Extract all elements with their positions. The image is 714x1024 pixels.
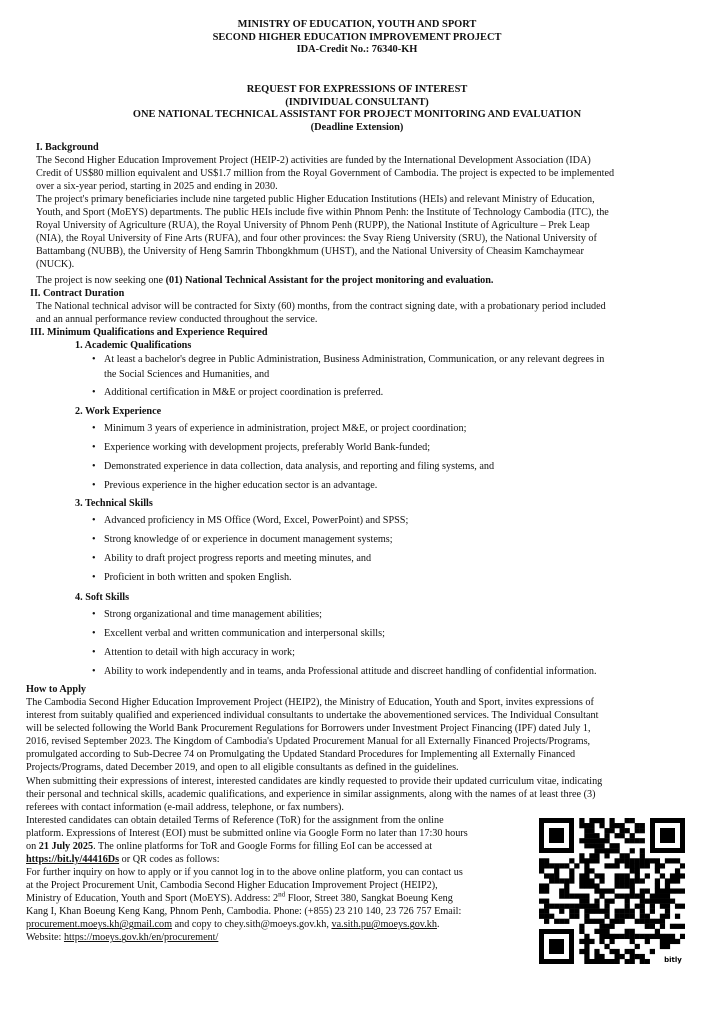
list-item-text: Minimum 3 years of experience in administration, project M&E, or project coordination; [104, 423, 467, 434]
list-item-text: At least a bachelor's degree in Public Administration, Business Administration, Communication, or any relevant degrees in [104, 354, 605, 365]
text-line: The project's primary beneficiaries include nine targeted public Higher Education Institutions (HEIs) and relevant Ministry of Education, [36, 194, 595, 205]
text-line: Youth, and Sport (MoEYS) departments. The public HEIs include five within Phnom Penh: the Institute of Technology Cambodia (ITC), the [36, 207, 609, 219]
background-paragraph-1 [36, 154, 696, 193]
text-line: referees with contact information (e-mail address, telephone, or fax numbers). [26, 802, 344, 814]
bullet-icon: • [92, 666, 96, 677]
bullet-icon: • [92, 647, 96, 658]
text-line: Kang I, Khan Boeung Keng Kang, Phnom Penh, Cambodia. Phone: (+855) 23 210 140, 23 726 757 Email: [26, 906, 462, 918]
list-item-text: Additional certification in M&E or project coordination is preferred. [104, 387, 384, 398]
contract-paragraph [36, 300, 696, 326]
deadline-extension: (Deadline Extension) [310, 121, 404, 133]
qr-code[interactable] [539, 818, 685, 964]
position-emphasis: (01) National Technical Assistant for the project monitoring and evaluation. [165, 275, 494, 286]
apply-paragraph-2 [26, 775, 696, 814]
soft-skills-title: 4. Soft Skills [75, 592, 130, 603]
text-line: at the Project Procurement Unit, Cambodia Second Higher Education Improvement Project (HEIP2), [26, 880, 438, 892]
list-item-text: Excellent verbal and written communication and interpersonal skills; [104, 628, 385, 639]
apply-paragraph-3 [26, 814, 531, 866]
list-item-text: Attention to detail with high accuracy in work; [104, 647, 295, 658]
text-line: The National technical advisor will be contracted for Sixty (60) months, from the contract signing date, with a probationary period included [36, 301, 606, 312]
text-line: will be selected following the World Bank Procurement Regulations for Borrowers under Investment Project Financing (IPF) dated July 1, [26, 723, 591, 735]
apply-paragraph-4 [26, 866, 531, 945]
text-line: 2016, revised September 2023. The Kingdom of Cambodia's Updated Procurement Manual for all Externally Financed Projects/Programs, [26, 736, 591, 748]
text-span: . [436, 919, 440, 931]
bullet-icon: • [92, 609, 96, 620]
text-line [26, 840, 531, 853]
text-line: platform. Expressions of Interest (EOI) must be submitted online via Google Form no later than 17:30 hours [26, 828, 468, 840]
text-line: Battambang (NUBB), the University of Heng Samrin Thbongkhmum (UHST), and the National University of Cheasim Kamchaymear [36, 246, 584, 258]
text-line: over a six-year period, starting in 2025 and ending in 2030. [36, 181, 278, 193]
deadline-date: 21 July 2025 [38, 841, 94, 853]
text-line: Royal University of Agriculture (RUA), the Royal University of Phnom Penh (RUPP), the National Institute of Agriculture – Prek Leap [36, 220, 590, 232]
bullet-icon: • [92, 628, 96, 639]
bullet-icon: • [92, 354, 96, 365]
bullet-icon: • [92, 534, 96, 545]
list-item-text: Ability to draft project progress reports and meeting minutes, and [104, 553, 372, 564]
text-line: (NUCK). [36, 259, 75, 271]
credit-number: IDA-Credit No.: 76340-KH [296, 44, 418, 56]
procurement-email-link[interactable]: procurement.moeys.kh@gmail.com [26, 919, 173, 931]
text-line: Interested candidates can obtain detailed Terms of Reference (ToR) for the assignment from the online [26, 815, 444, 826]
text-line: For further inquiry on how to apply or if you cannot log in to the above online platform, you can contact us [26, 867, 463, 878]
bitly-link[interactable]: https://bit.ly/44416Ds [26, 854, 120, 866]
list-item-text: Proficient in both written and spoken English. [104, 572, 292, 583]
list-item-text: Experience working with development projects, preferably World Bank-funded; [104, 442, 431, 453]
contract-heading: II. Contract Duration [30, 288, 125, 299]
bullet-icon: • [92, 461, 96, 472]
text-line [26, 918, 531, 931]
text-line: promulgated according to Sub-Decree 74 on Promulgating the Updated Standard Procedures for Implementing all Externally Financed [26, 749, 576, 761]
bitly-logo-text: bitly [664, 956, 682, 964]
bullet-icon: • [92, 423, 96, 434]
text-line: Credit of US$80 million equivalent and US$1.7 million from the Royal Government of Cambodia. The project is expected to be implemented [36, 168, 615, 180]
list-item-text: Strong knowledge of or experience in document management systems; [104, 534, 393, 545]
text-line: and an annual performance review conducted throughout the service. [36, 314, 318, 326]
copy-email-link[interactable]: va.sith.pu@moeys.gov.kh [331, 919, 437, 931]
text-line: (NIA), the Royal University of Fine Arts (RUFA), and four other provinces: the Svay Rieng University (SRU), the National University of [36, 233, 597, 245]
ministry-title: MINISTRY OF EDUCATION, YOUTH AND SPORT [237, 19, 477, 30]
bullet-icon: • [92, 387, 96, 398]
text-line [26, 892, 531, 905]
how-to-apply-heading: How to Apply [26, 684, 87, 695]
website-link[interactable]: https://moeys.gov.kh/en/procurement/ [63, 932, 219, 944]
website-label: Website: [26, 932, 64, 944]
work-experience-title: 2. Work Experience [75, 406, 162, 417]
list-item-text: Strong organizational and time management abilities; [104, 609, 322, 620]
position-title: ONE NATIONAL TECHNICAL ASSISTANT FOR PROJECT MONITORING AND EVALUATION [132, 109, 582, 121]
request-title: REQUEST FOR EXPRESSIONS OF INTEREST [246, 84, 468, 95]
text-span: . The online platforms for ToR and Google Forms for filling EoI can be accessed at [93, 841, 433, 853]
bullet-icon: • [92, 442, 96, 453]
academic-qualifications-title: 1. Academic Qualifications [75, 340, 192, 351]
bullet-icon: • [92, 553, 96, 564]
superscript: nd [278, 890, 286, 899]
text-line [26, 931, 531, 944]
bullet-icon: • [92, 480, 96, 491]
background-heading: I. Background [36, 142, 99, 153]
text-line [26, 853, 531, 866]
list-item-text: Advanced proficiency in MS Office (Word, Excel, PowerPoint) and SPSS; [104, 515, 409, 526]
consultant-type: (INDIVIDUAL CONSULTANT) [285, 96, 429, 108]
text-line: their personal and technical skills, academic qualifications, and experience in similar assignments, along with the names of at least three (3) [26, 789, 596, 801]
list-item-text: Ability to work independently and in teams, anda Professional attitude and discreet handling of confidential information. [104, 666, 597, 677]
text-line: When submitting their expressions of interest, interested candidates are kindly requested to provide their updated curriculum vitae, indicating [26, 776, 603, 787]
document-header [0, 19, 714, 57]
text-span: and copy to chey.sith@moeys.gov.kh, [172, 919, 332, 931]
list-item-text: Previous experience in the higher education sector is an advantage. [104, 480, 378, 491]
qualifications-heading: III. Minimum Qualifications and Experience Required [30, 327, 268, 338]
text-line: Projects/Programs, dated December 2019, and open to all eligible consultants as defined in the guidelines. [26, 762, 459, 774]
request-header [0, 84, 714, 134]
bullet-icon: • [92, 515, 96, 526]
text-line: The Cambodia Second Higher Education Improvement Project (HEIP2), the Ministry of Education, Youth and Sport, invites expressions of [26, 697, 594, 708]
text-line: The Second Higher Education Improvement Project (HEIP-2) activities are funded by the International Development Association (IDA) [36, 155, 591, 166]
text-line: interest from suitably qualified and experienced individual consultants to undertake the abovementioned services. The Individual Consultant [26, 710, 599, 722]
bullet-icon: • [92, 572, 96, 583]
text-span: Ministry of Education, Youth and Sport (MoEYS). Address: 2 [26, 893, 279, 905]
text-span: The project is now seeking one [36, 275, 166, 286]
technical-skills-title: 3. Technical Skills [75, 498, 153, 509]
text-span: on [26, 841, 39, 853]
project-title: SECOND HIGHER EDUCATION IMPROVEMENT PROJECT [212, 31, 502, 43]
background-paragraph-3 [36, 274, 493, 287]
list-item-text: Demonstrated experience in data collection, data analysis, and reporting and filing systems, and [104, 461, 495, 472]
background-paragraph-2 [36, 193, 696, 272]
apply-paragraph-1 [26, 696, 696, 775]
list-item-text: the Social Sciences and Humanities, and [104, 369, 270, 380]
text-span: or QR codes as follows: [119, 854, 220, 866]
text-span: Floor, Street 380, Sangkat Boeung Keng [285, 893, 453, 905]
